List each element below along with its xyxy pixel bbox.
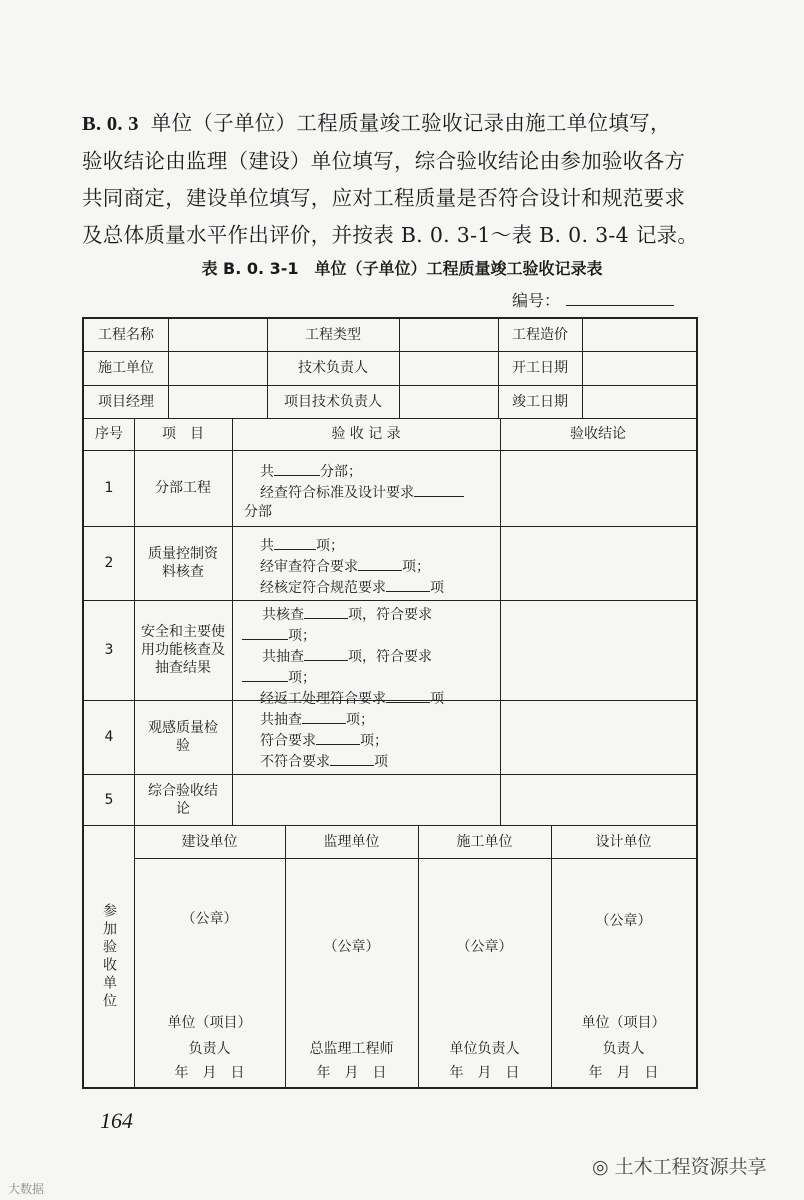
unit-owner-seal: （公章） bbox=[181, 911, 238, 927]
column-record: 验 收 记 录 bbox=[331, 426, 401, 442]
paragraph-line-4: 及总体质量水平作出评价，并按表 B. 0. 3-1～表 B. 0. 3-4 记录。 bbox=[82, 223, 699, 247]
unit-supervisor-date[interactable]: 年 月 日 bbox=[316, 1065, 387, 1081]
row-3-item: 安全和主要使用功能核查及抽查结果 bbox=[141, 624, 225, 676]
label-completion-date: 竣工日期 bbox=[512, 393, 568, 410]
unit-owner-sign-1: 单位（项目） bbox=[167, 1015, 252, 1031]
paragraph-line-2: 验收结论由监理（建设）单位填写，综合验收结论由参加验收各方 bbox=[82, 149, 686, 173]
serial-number: 编号： bbox=[512, 288, 674, 311]
row-2-conclusion[interactable] bbox=[500, 526, 696, 600]
unit-designer-seal: （公章） bbox=[595, 913, 652, 929]
field-project-manager[interactable] bbox=[168, 385, 267, 418]
row-5-item: 综合验收结论 bbox=[148, 782, 218, 817]
unit-contractor-seal: （公章） bbox=[456, 939, 513, 955]
row-2-record: 共 项； 经审查符合要求 项； 经核定符合规范要求 项 bbox=[260, 535, 494, 598]
label-project-cost: 工程造价 bbox=[512, 327, 568, 343]
field-completion-date[interactable] bbox=[582, 385, 696, 418]
row-3-no: 3 bbox=[104, 642, 114, 658]
unit-owner-name: 建设单位 bbox=[181, 833, 238, 850]
paragraph-line-1: B. 0. 3 单位（子单位）工程质量竣工验收记录由施工单位填写， bbox=[82, 111, 671, 135]
field-start-date[interactable] bbox=[582, 351, 696, 385]
unit-designer-sign-1: 单位（项目） bbox=[581, 1015, 666, 1031]
unit-contractor-date[interactable]: 年 月 日 bbox=[449, 1065, 520, 1081]
watermark: ◎ 土木工程资源共享 bbox=[592, 1156, 767, 1178]
unit-owner-date[interactable]: 年 月 日 bbox=[174, 1065, 245, 1081]
serial-number-blank bbox=[566, 291, 674, 306]
row-5-conclusion[interactable] bbox=[500, 774, 696, 825]
row-2-no: 2 bbox=[104, 555, 114, 571]
row-4-item: 观感质量检验 bbox=[148, 720, 218, 754]
unit-contractor-name: 施工单位 bbox=[456, 833, 513, 850]
unit-contractor-sign: 单位负责人 bbox=[449, 1041, 520, 1057]
table-caption: 表 B. 0. 3-1 单位（子单位）工程质量竣工验收记录表 bbox=[201, 259, 603, 278]
row-4-record: 共抽查 项； 符合要求 项； 不符合要求 项 bbox=[260, 709, 494, 772]
field-project-technical-lead[interactable] bbox=[399, 385, 498, 418]
paragraph-line-3: 共同商定，建设单位填写，应对工程质量是否符合设计和规范要求 bbox=[82, 186, 686, 210]
field-project-type[interactable] bbox=[399, 319, 498, 351]
column-conclusion: 验收结论 bbox=[570, 426, 626, 442]
unit-owner-sign-2: 负责人 bbox=[188, 1041, 231, 1057]
label-project-technical-lead: 项目技术负责人 bbox=[284, 393, 382, 410]
unit-designer-date[interactable]: 年 月 日 bbox=[588, 1065, 659, 1081]
row-4-no: 4 bbox=[104, 729, 114, 745]
label-contractor: 施工单位 bbox=[98, 360, 154, 376]
row-5-no: 5 bbox=[104, 791, 114, 808]
label-project-name: 工程名称 bbox=[98, 327, 154, 343]
label-project-type: 工程类型 bbox=[305, 327, 361, 343]
section-number: B. 0. 3 bbox=[82, 113, 139, 135]
column-no: 序号 bbox=[95, 426, 123, 442]
unit-supervisor-name: 监理单位 bbox=[323, 833, 380, 850]
acceptance-record-table bbox=[82, 317, 698, 1089]
watermark-secondary: 大数据 bbox=[8, 1182, 45, 1196]
row-1-item: 分部工程 bbox=[155, 480, 211, 496]
row-1-no: 1 bbox=[104, 480, 114, 496]
unit-designer-name: 设计单位 bbox=[595, 833, 652, 850]
field-project-name[interactable] bbox=[168, 319, 267, 351]
row-3-conclusion[interactable] bbox=[500, 600, 696, 700]
wechat-icon: ◎ bbox=[592, 1156, 615, 1178]
field-contractor[interactable] bbox=[168, 351, 267, 385]
section-paragraph bbox=[82, 105, 722, 254]
row-5-record[interactable] bbox=[232, 774, 500, 825]
unit-supervisor-sign: 总监理工程师 bbox=[309, 1041, 394, 1057]
label-project-manager: 项目经理 bbox=[98, 393, 154, 410]
label-technical-lead: 技术负责人 bbox=[298, 360, 368, 376]
column-item: 项 目 bbox=[162, 426, 204, 442]
row-1-conclusion[interactable] bbox=[500, 450, 696, 526]
row-2-item: 质量控制资料核查 bbox=[148, 546, 218, 580]
unit-supervisor-seal: （公章） bbox=[323, 939, 380, 955]
page-number: 164 bbox=[100, 1108, 133, 1133]
field-technical-lead[interactable] bbox=[399, 351, 498, 385]
field-project-cost[interactable] bbox=[582, 319, 696, 351]
label-start-date: 开工日期 bbox=[512, 360, 568, 376]
unit-designer-sign-2: 负责人 bbox=[602, 1041, 645, 1057]
participants-label: 参加验收单位 bbox=[101, 903, 117, 1011]
row-1-record: 共 分部； 经查符合标准及设计要求 分部 bbox=[244, 461, 494, 522]
row-3-record: 共核查 项，符合要求 项； 共抽查 项，符合要求 项； 经返工处理符合要求 项 bbox=[242, 604, 496, 709]
row-4-conclusion[interactable] bbox=[500, 700, 696, 774]
